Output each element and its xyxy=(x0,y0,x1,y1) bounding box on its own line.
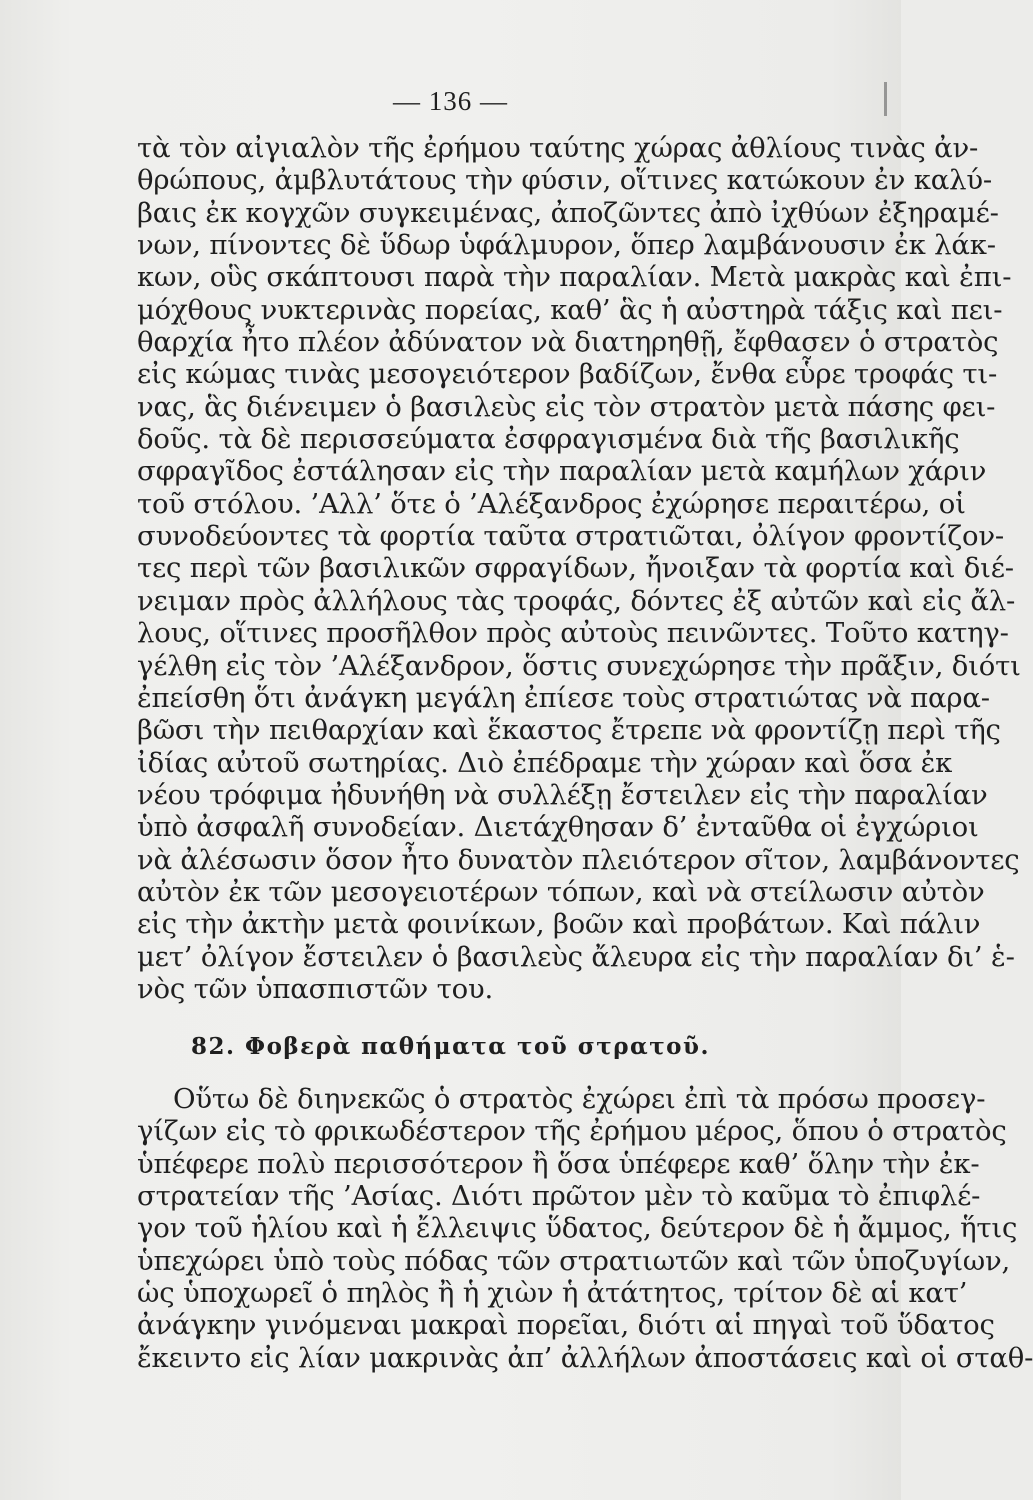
text-line: κων, οὓς σκάπτουσι παρὰ τὴν παραλίαν. Μετὰ μακρὰς καὶ ἐπι- xyxy=(137,261,1012,294)
text-line: ἐπείσθη ὅτι ἀνάγκη μεγάλη ἐπίεσε τοὺς στρατιώτας νὰ παρα- xyxy=(137,681,990,714)
section-heading: 82. Φοβερὰ παθήματα τοῦ στρατοῦ. xyxy=(191,1033,710,1060)
text-line: ὡς ὑποχωρεῖ ὁ πηλὸς ἢ ἡ χιὼν ἡ ἀτάτητος, τρίτον δὲ αἱ κατ’ xyxy=(137,1277,968,1310)
text-line: γίζων εἰς τὸ φρικωδέστερον τῆς ἐρήμου μέρος, ὅπου ὁ στρατὸς xyxy=(137,1115,1007,1148)
text-line: συνοδεύοντες τὰ φορτία ταῦτα στρατιῶται, ὀλίγον φροντίζον- xyxy=(137,520,1004,553)
paragraph-2 xyxy=(137,1083,1033,1374)
text-line: νων, πίνοντες δὲ ὕδωρ ὑφάλμυρον, ὅπερ λαμβάνουσιν ἐκ λάκ- xyxy=(137,229,996,262)
text-line: γον τοῦ ἡλίου καὶ ἡ ἔλλειψις ὕδατος, δεύτερον δὲ ἡ ἄμμος, ἥτις xyxy=(137,1212,1018,1245)
text-line: θαρχία ἦτο πλέον ἀδύνατον νὰ διατηρηθῇ, ἔφθασεν ὁ στρατὸς xyxy=(137,326,999,359)
text-line: νειμαν πρὸς ἀλλήλους τὰς τροφάς, δόντες ἐξ αὐτῶν καὶ εἰς ἄλ- xyxy=(137,584,1016,617)
text-line: ὑπὸ ἀσφαλῆ συνοδείαν. Διετάχθησαν δ’ ἐνταῦθα οἱ ἐγχώριοι xyxy=(137,811,979,844)
text-line: γέλθη εἰς τὸν ’Αλέξανδρον, ὅστις συνεχώρησε τὴν πρᾶξιν, διότι xyxy=(137,649,1021,682)
text-line: νας, ἃς διένειμεν ὁ βασιλεὺς εἰς τὸν στρατὸν μετὰ πάσης φει- xyxy=(137,390,996,423)
text-line: αὐτὸν ἐκ τῶν μεσογειοτέρων τόπων, καὶ νὰ στείλωσιν αὐτὸν xyxy=(137,875,985,908)
text-line: τες περὶ τῶν βασιλικῶν σφραγίδων, ἤνοιξαν τὰ φορτία καὶ διέ- xyxy=(137,552,1014,585)
text-line: ὑπεχώρει ὑπὸ τοὺς πόδας τῶν στρατιωτῶν καὶ τῶν ὑποζυγίων, xyxy=(137,1244,1011,1277)
text-line: σφραγῖδος ἐστάλησαν εἰς τὴν παραλίαν μετὰ καμήλων χάριν xyxy=(137,455,987,488)
text-line: νὰ ἀλέσωσιν ὅσον ἦτο δυνατὸν πλειότερον σῖτον, λαμβάνοντες xyxy=(137,843,1020,876)
text-line: εἰς κώμας τινὰς μεσογειότερον βαδίζων, ἔνθα εὗρε τροφάς τι- xyxy=(137,358,998,391)
text-line: λους, οἵτινες προσῆλθον πρὸς αὐτοὺς πεινῶντες. Τοῦτο κατηγ- xyxy=(137,617,1009,650)
text-line: βῶσι τὴν πειθαρχίαν καὶ ἕκαστος ἔτρεπε νὰ φροντίζῃ περὶ τῆς xyxy=(137,714,1001,747)
text-line: στρατείαν τῆς ’Ασίας. Διότι πρῶτον μὲν τὸ καῦμα τὸ ἐπιφλέ- xyxy=(137,1180,981,1213)
text-line: νὸς τῶν ὑπασπιστῶν του. xyxy=(137,972,494,1005)
text-line: ἔκειντο εἰς λίαν μακρινὰς ἀπ’ ἀλλήλων ἀποστάσεις καὶ οἱ σταθ- xyxy=(137,1341,1033,1374)
text-line: θρώπους, ἀμβλυτάτους τὴν φύσιν, οἵτινες κατώκουν ἐν καλύ- xyxy=(137,164,992,197)
page-edge-mark xyxy=(884,82,887,116)
text-line: ὑπέφερε πολὺ περισσότερον ἢ ὅσα ὑπέφερε καθ’ ὅλην τὴν ἐκ- xyxy=(137,1147,980,1180)
paragraph-1 xyxy=(137,132,1021,1005)
text-line: δοῦς. τὰ δὲ περισσεύματα ἐσφραγισμένα διὰ τῆς βασιλικῆς xyxy=(137,423,960,456)
page-number: — 136 — xyxy=(393,86,508,116)
text-line: τοῦ στόλου. ’Αλλ’ ὅτε ὁ ’Αλέξανδρος ἐχώρησε περαιτέρω, οἱ xyxy=(137,487,966,520)
text-line: νέου τρόφιμα ἠδυνήθη νὰ συλλέξῃ ἔστειλεν εἰς τὴν παραλίαν xyxy=(137,778,988,811)
text-line: μετ’ ὀλίγον ἔστειλεν ὁ βασιλεὺς ἄλευρα εἰς τὴν παραλίαν δι’ ἑ- xyxy=(137,940,1015,973)
text-line: μόχθους νυκτερινὰς πορείας, καθ’ ἃς ἡ αὐστηρὰ τάξις καὶ πει- xyxy=(137,293,1003,326)
text-line: Οὕτω δὲ διηνεκῶς ὁ στρατὸς ἐχώρει ἐπὶ τὰ πρόσω προσεγ- xyxy=(173,1083,986,1115)
text-line: τὰ τὸν αἰγιαλὸν τῆς ἐρήμου ταύτης χώρας ἀθλίους τινὰς ἀν- xyxy=(137,132,979,164)
text-line: ἀνάγκην γινόμεναι μακραὶ πορεῖαι, διότι αἱ πηγαὶ τοῦ ὕδατος xyxy=(137,1309,995,1342)
text-line: βαις ἐκ κογχῶν συγκειμένας, ἀποζῶντες ἀπὸ ἰχθύων ἐξηραμέ- xyxy=(137,196,999,229)
text-line: εἰς τὴν ἀκτὴν μετὰ φοινίκων, βοῶν καὶ προβάτων. Καὶ πάλιν xyxy=(137,908,981,941)
text-line: ἰδίας αὐτοῦ σωτηρίας. Διὸ ἐπέδραμε τὴν χώραν καὶ ὅσα ἐκ xyxy=(137,746,953,779)
